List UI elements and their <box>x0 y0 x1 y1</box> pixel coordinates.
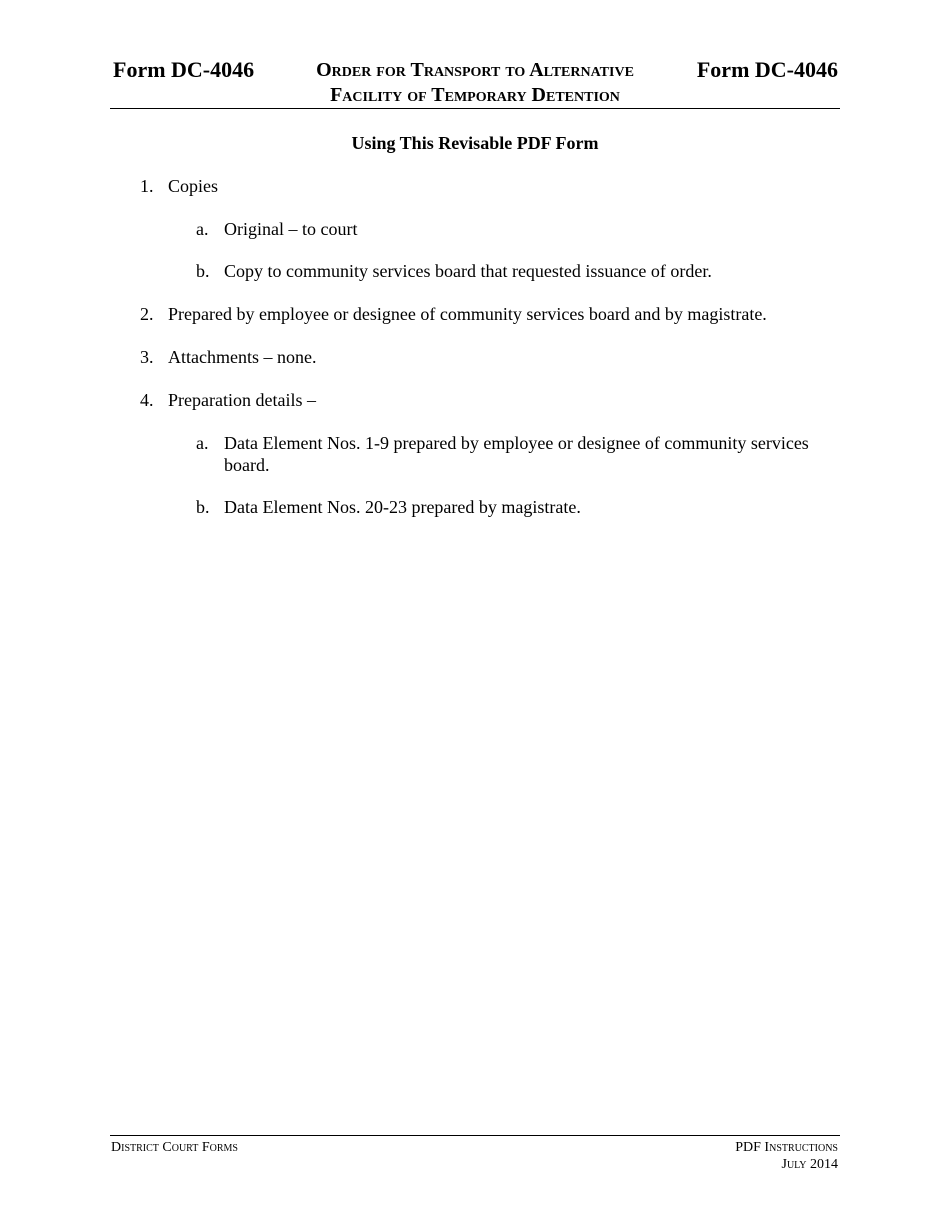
list-item-number: 4. <box>140 390 154 410</box>
list-subitem-letter: b. <box>196 261 210 281</box>
list-item-number: 1. <box>140 176 154 196</box>
list-subitem-text: Original – to court <box>224 219 358 239</box>
footer-publisher: District Court Forms <box>111 1140 238 1155</box>
list-item-number: 3. <box>140 347 154 367</box>
list-item-text: Attachments – none. <box>168 347 317 367</box>
list-subitem-letter: a. <box>196 433 209 453</box>
section-heading: Using This Revisable PDF Form <box>351 133 599 153</box>
list-subitem-text: Copy to community services board that requested issuance of order. <box>224 261 712 281</box>
form-number-left: Form DC-4046 <box>113 57 255 82</box>
list-item-text: Preparation details – <box>168 390 316 410</box>
footer-info <box>735 1139 838 1173</box>
footer-doc-type: PDF Instructions <box>735 1140 838 1155</box>
form-title <box>260 58 690 108</box>
list-subitem-text: Data Element Nos. 20-23 prepared by magistrate. <box>224 497 581 517</box>
list-subitem-letter: b. <box>196 497 210 517</box>
page-footer <box>110 1135 840 1176</box>
form-title-line-2: Facility of Temporary Detention <box>330 84 620 106</box>
form-number-right: Form DC-4046 <box>696 57 838 82</box>
form-title-line-1: Order for Transport to Alternative <box>316 59 634 81</box>
list-subitem-letter: a. <box>196 219 209 239</box>
list-subitem-text: Data Element Nos. 1-9 prepared by employee or designee of community services board. <box>224 433 809 475</box>
footer-date: July 2014 <box>781 1157 838 1172</box>
list-item-number: 2. <box>140 304 154 324</box>
list-item-text: Copies <box>168 176 219 196</box>
page-header <box>110 56 840 109</box>
list-item-text: Prepared by employee or designee of community services board and by magistrate. <box>168 304 767 324</box>
